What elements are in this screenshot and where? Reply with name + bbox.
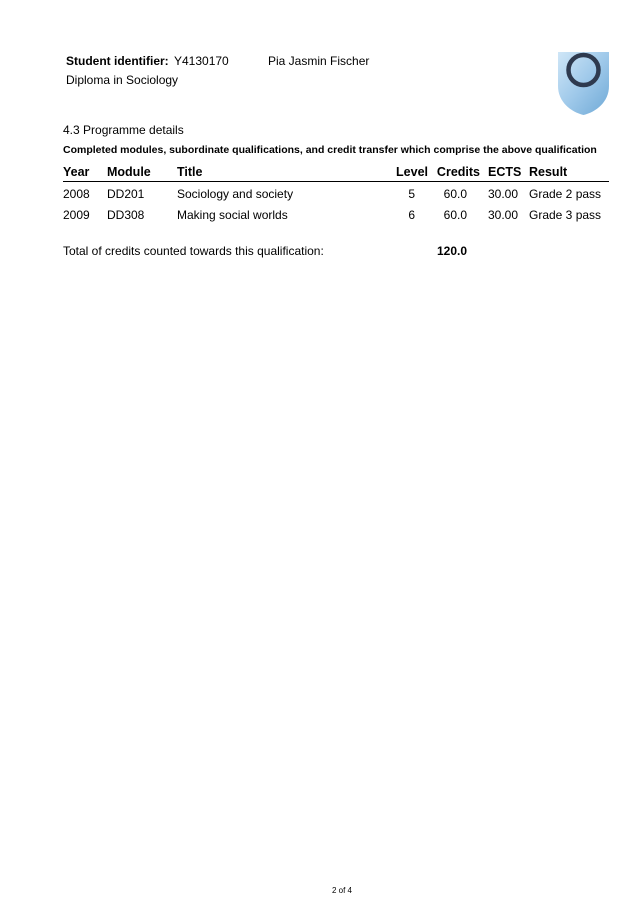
cell-year: 2008 [63,187,90,201]
total-credits-value: 120.0 [436,244,467,258]
cell-module: DD201 [107,187,145,201]
page-number: 2 of 4 [331,886,352,895]
cell-year: 2009 [63,208,90,222]
total-credits-label: Total of credits counted towards this qualification: [63,244,324,258]
student-id-label: Student identifier: [66,54,169,68]
column-header-year: Year [63,165,90,179]
cell-credits: 60.0 [443,208,467,222]
student-name: Pia Jasmin Fischer [268,54,370,68]
cell-level: 6 [408,208,415,222]
column-header-level: Level [396,165,428,179]
cell-credits: 60.0 [443,187,467,201]
cell-result: Grade 2 pass [529,187,602,201]
cell-title: Making social worlds [177,208,288,222]
column-header-result: Result [529,165,568,179]
cell-ects: 30.00 [487,208,518,222]
cell-module: DD308 [107,208,145,222]
column-header-credits: Credits [436,165,480,179]
cell-title: Sociology and society [177,187,294,201]
column-header-title: Title [177,165,203,179]
cell-ects: 30.00 [487,187,518,201]
section-heading: 4.3 Programme details [63,123,184,137]
table-header-rule [63,181,609,182]
university-logo-icon [556,50,611,116]
section-subheading: Completed modules, subordinate qualifications, and credit transfer which comprise the above qualification [63,144,597,156]
qualification-name: Diploma in Sociology [66,73,179,87]
column-header-ects: ECTS [488,165,522,179]
cell-result: Grade 3 pass [529,208,602,222]
column-header-module: Module [107,165,151,179]
cell-level: 5 [408,187,415,201]
student-id-value: Y4130170 [174,54,229,68]
